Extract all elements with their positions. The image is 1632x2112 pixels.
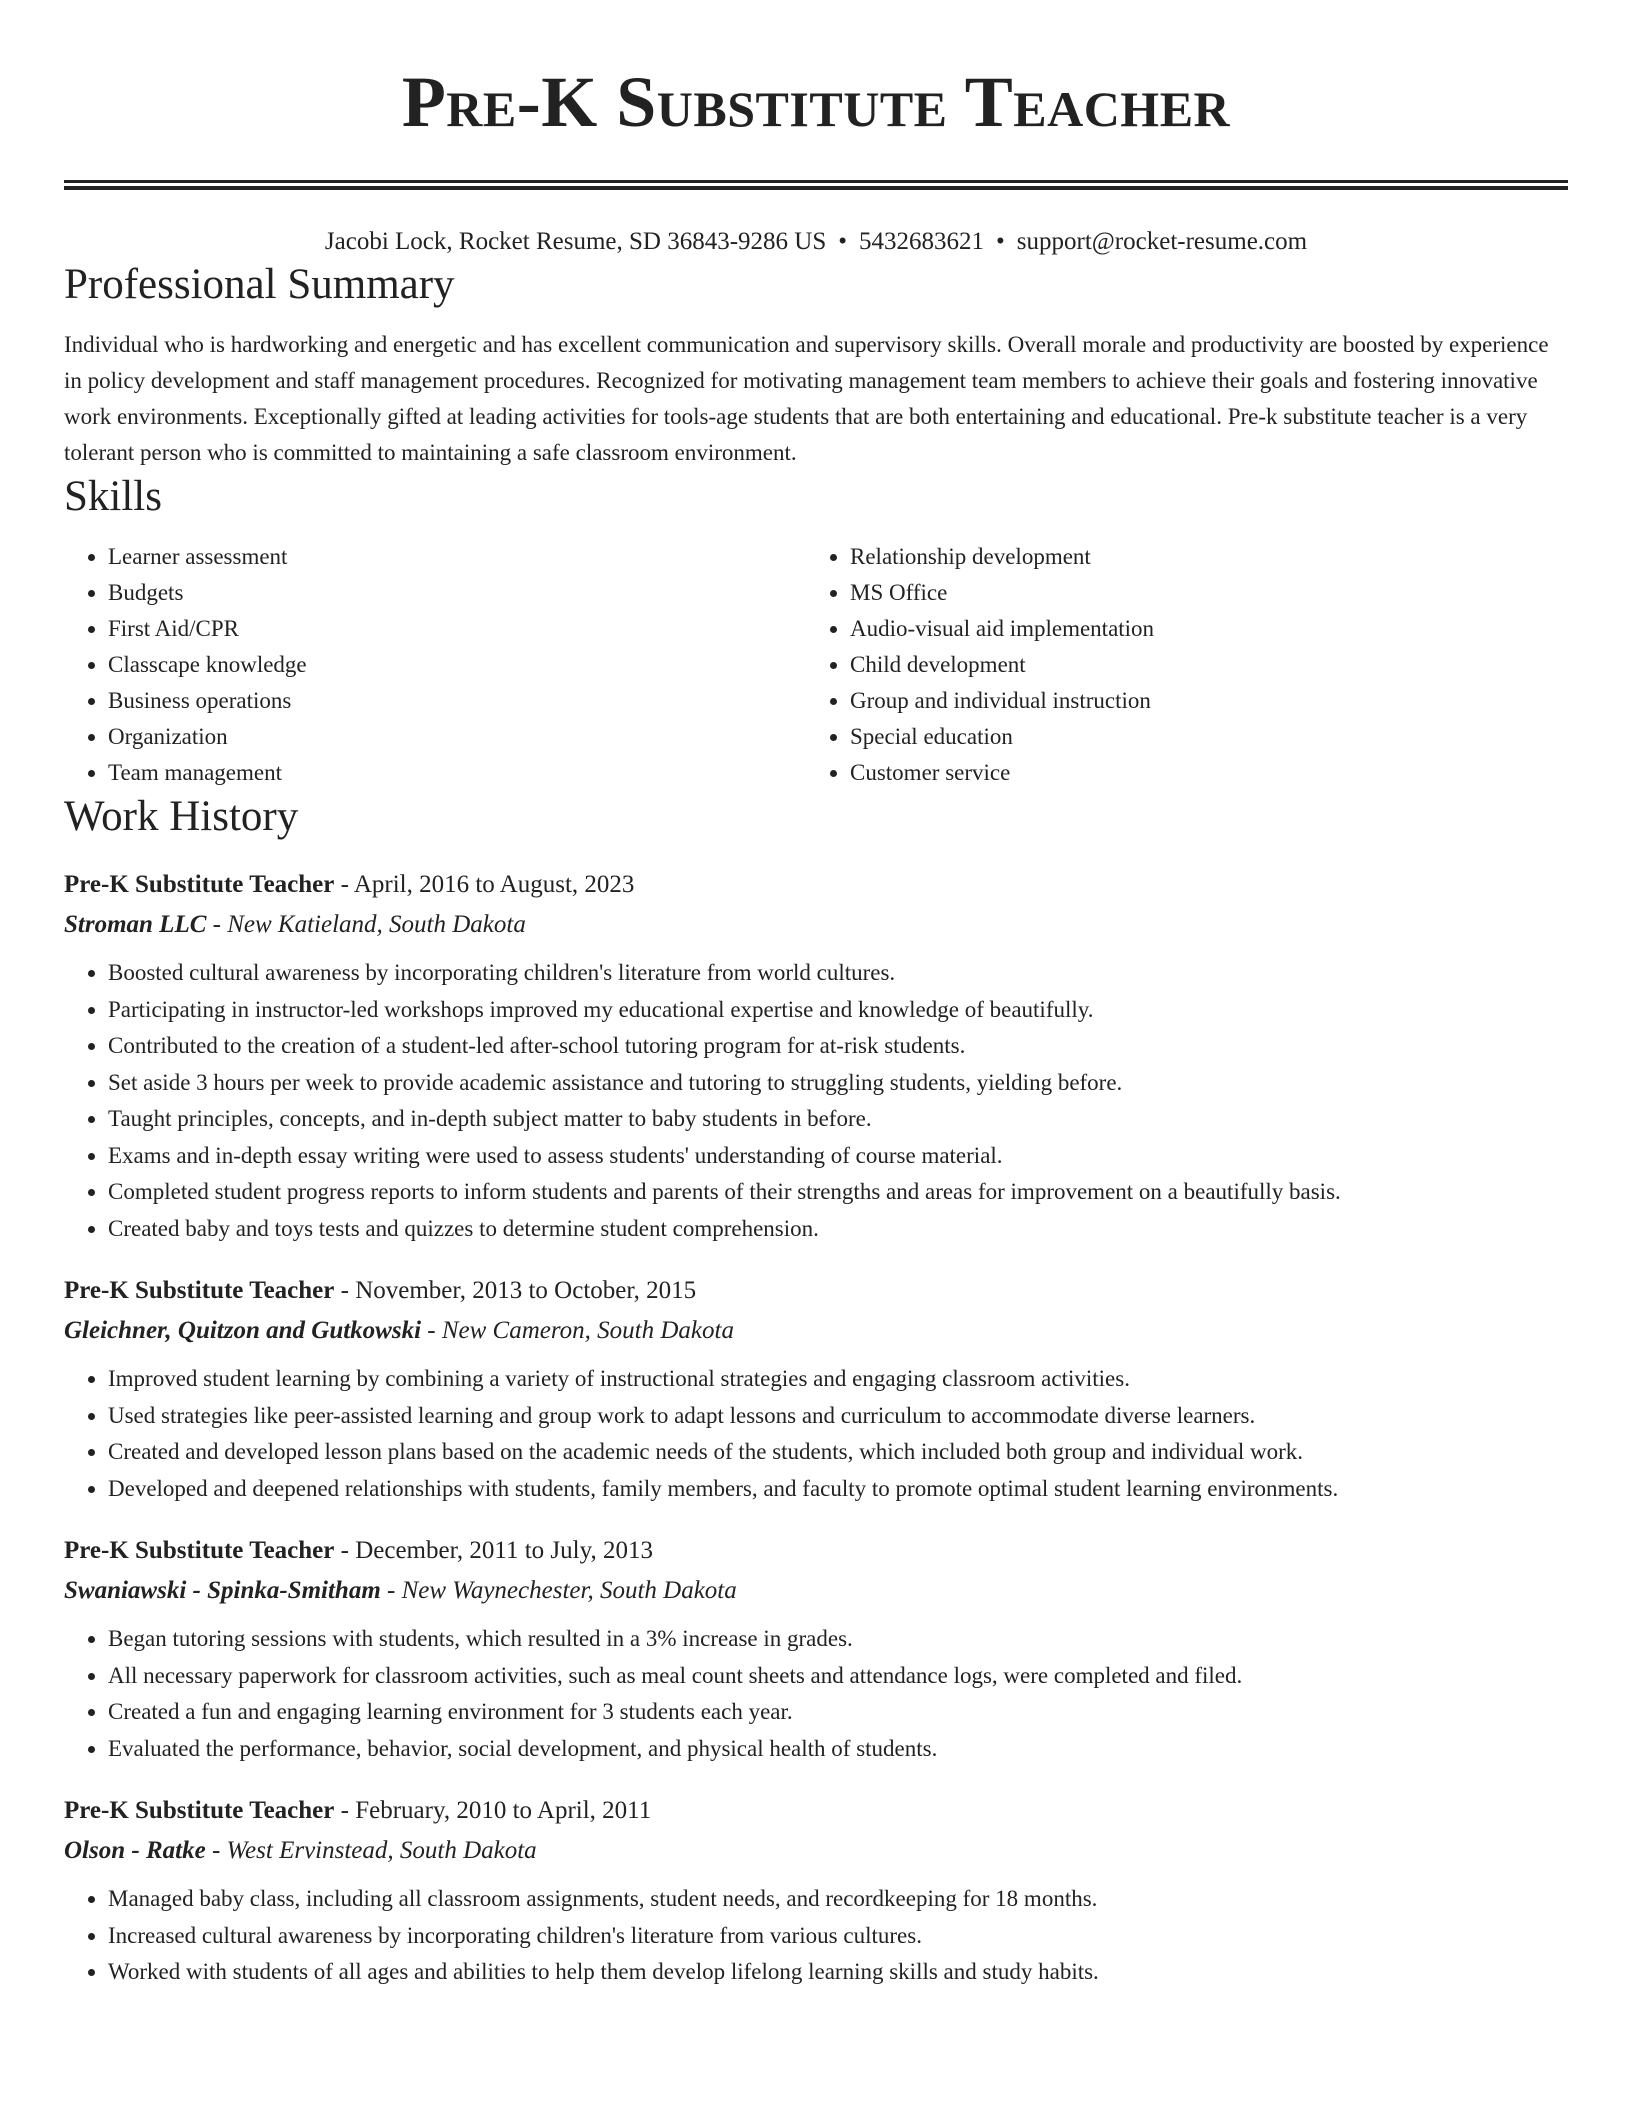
skill-item: • Child development (850, 647, 1548, 683)
job-bullet: • Created baby and toys tests and quizzes to determine student comprehension. (108, 1211, 1568, 1248)
skill-item: • Classcape knowledge (108, 647, 806, 683)
job-title: Pre-K Substitute Teacher (64, 1797, 335, 1824)
skill-item: • Team management (108, 755, 806, 791)
job-bullet: • Managed baby class, including all classroom assignments, student needs, and recordkeeping for 18 months. (108, 1881, 1568, 1918)
summary-heading: Professional Summary (64, 261, 455, 308)
job-company-line (64, 1311, 1568, 1351)
skill-item: • Relationship development (850, 539, 1548, 575)
job-title-line (64, 1531, 1568, 1571)
job-bullet: • Worked with students of all ages and abilities to help them develop lifelong learning skills and study habits. (108, 1954, 1568, 1991)
skills-right-list (806, 539, 1548, 791)
skill-item: • Business operations (108, 683, 806, 719)
job-location: - New Katieland, South Dakota (206, 911, 526, 938)
job-bullet: • Participating in instructor-led workshops improved my educational expertise and knowledge of beautifully. (108, 992, 1568, 1029)
job-dates: - November, 2013 to October, 2015 (334, 1277, 697, 1304)
job-company-line (64, 1571, 1568, 1611)
job-bullets (64, 1361, 1568, 1507)
resume-title: Pre-K Substitute Teacher (401, 62, 1231, 142)
job-company: Swaniawski - Spinka-Smitham (64, 1577, 381, 1604)
job-location: - New Waynechester, South Dakota (380, 1577, 737, 1604)
job-bullet: • Began tutoring sessions with students, which resulted in a 3% increase in grades. (108, 1621, 1568, 1658)
contact-address: Jacobi Lock, Rocket Resume, SD 36843-9286 US (324, 228, 827, 255)
skills-columns (64, 539, 1568, 791)
work-history-heading: Work History (64, 793, 299, 840)
job-bullet: • Developed and deepened relationships with students, family members, and faculty to promote optimal student learning environments. (108, 1471, 1568, 1508)
job-title-line (64, 865, 1568, 905)
job-bullet: • Created and developed lesson plans based on the academic needs of the students, which included both group and individual work. (108, 1434, 1568, 1471)
job-bullets (64, 1881, 1568, 1991)
job-company: Stroman LLC (64, 911, 207, 938)
job-bullet: • Contributed to the creation of a student-led after-school tutoring program for at-risk students. (108, 1028, 1568, 1065)
contact-separator: • (996, 228, 1005, 255)
skill-item: • Group and individual instruction (850, 683, 1548, 719)
skill-item: • Organization (108, 719, 806, 755)
job-dates: - February, 2010 to April, 2011 (334, 1797, 652, 1824)
job-title: Pre-K Substitute Teacher (64, 1537, 335, 1564)
job-company: Gleichner, Quitzon and Gutkowski (64, 1317, 422, 1344)
contact-phone: 5432683621 (859, 228, 985, 255)
job-bullet: • Increased cultural awareness by incorporating children's literature from various cultures. (108, 1918, 1568, 1955)
skill-item: • MS Office (850, 575, 1548, 611)
contact-separator: • (838, 228, 848, 255)
job-dates: - December, 2011 to July, 2013 (334, 1537, 653, 1564)
job-location: - New Cameron, South Dakota (421, 1317, 734, 1344)
job-bullet: • Created a fun and engaging learning environment for 3 students each year. (108, 1694, 1568, 1731)
job-title-line (64, 1791, 1568, 1831)
skill-item: • Budgets (108, 575, 806, 611)
job-bullet: • Taught principles, concepts, and in-depth subject matter to baby students in before. (108, 1101, 1568, 1138)
job-title: Pre-K Substitute Teacher (64, 1277, 335, 1304)
job-bullet: • Evaluated the performance, behavior, social development, and physical health of students. (108, 1731, 1568, 1768)
skill-item: • Audio-visual aid implementation (850, 611, 1548, 647)
job-company: Olson - Ratke (64, 1837, 206, 1864)
job-company-line (64, 905, 1568, 945)
job-entry (64, 865, 1568, 1247)
job-bullet: • Set aside 3 hours per week to provide academic assistance and tutoring to struggling students, yielding before. (108, 1065, 1568, 1102)
job-entry (64, 1791, 1568, 1991)
job-title-line (64, 1271, 1568, 1311)
job-entry (64, 1531, 1568, 1767)
job-bullet: • Completed student progress reports to inform students and parents of their strengths and areas for improvement on a beautifully basis. (108, 1174, 1568, 1211)
skills-heading: Skills (64, 473, 162, 520)
job-bullet: • Boosted cultural awareness by incorporating children's literature from world cultures. (108, 955, 1568, 992)
job-bullet: • Improved student learning by combining a variety of instructional strategies and engaging classroom activities. (108, 1361, 1568, 1398)
job-title: Pre-K Substitute Teacher (64, 871, 335, 898)
job-bullets (64, 955, 1568, 1247)
job-company-line (64, 1831, 1568, 1871)
job-location: - West Ervinstead, South Dakota (205, 1837, 537, 1864)
skill-item: • Customer service (850, 755, 1548, 791)
skill-item: • First Aid/CPR (108, 611, 806, 647)
title-double-rule (64, 180, 1568, 190)
contact-email: support@rocket-resume.com (1016, 228, 1308, 255)
job-entry (64, 1271, 1568, 1507)
skill-item: • Special education (850, 719, 1548, 755)
job-bullet: • All necessary paperwork for classroom activities, such as meal count sheets and attendance logs, were completed and filed. (108, 1658, 1568, 1695)
skill-item: • Learner assessment (108, 539, 806, 575)
job-bullets (64, 1621, 1568, 1767)
summary-text: Individual who is hardworking and energetic and has excellent communication and supervisory skills. Overall morale and productivity are boosted by experience in policy development and staff management procedures. Recognized for motivating management team members to achieve their goals and fostering innovative work environments. Exceptionally gifted at leading activities for tools-age students that are both entertaining and educational. Pre-k substitute teacher is a very tolerant person who is committed to maintaining a safe classroom environment. (64, 332, 1549, 465)
job-dates: - April, 2016 to August, 2023 (334, 871, 635, 898)
skills-left-list (64, 539, 806, 791)
contact-line (64, 225, 1568, 259)
job-bullet: • Used strategies like peer-assisted learning and group work to adapt lessons and curriculum to accommodate diverse learners. (108, 1398, 1568, 1435)
job-bullet: • Exams and in-depth essay writing were used to assess students' understanding of course material. (108, 1138, 1568, 1175)
